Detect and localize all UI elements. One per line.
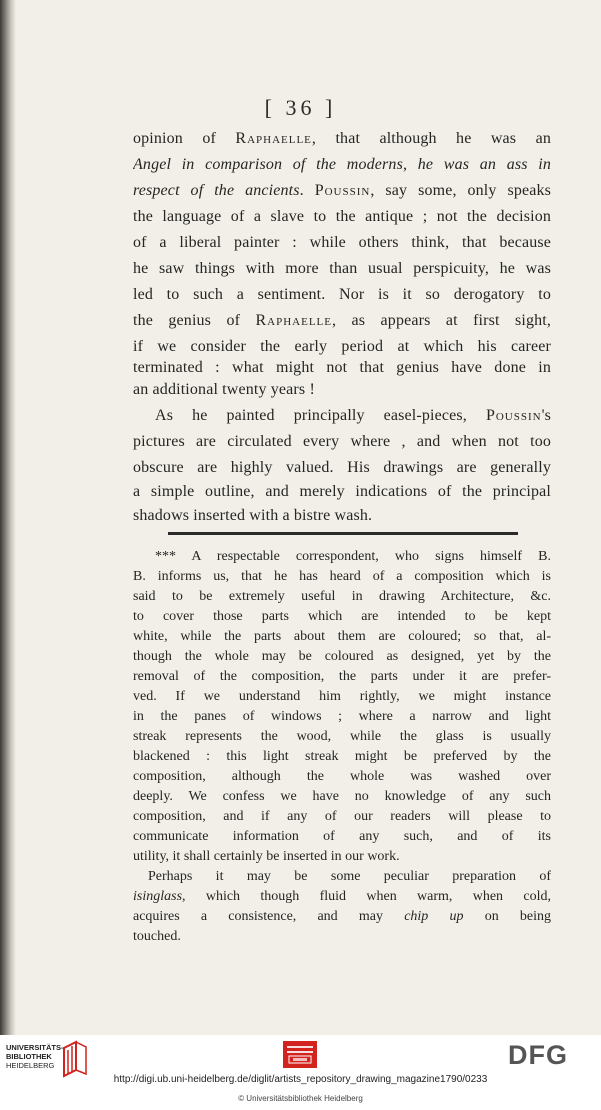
- library-stamp-icon: [283, 1041, 317, 1068]
- footnote-line: composition, although the whole was washed over: [133, 770, 551, 784]
- university-seal-icon: [58, 1040, 90, 1078]
- logo-text-line: BIBLIOTHEK: [6, 1052, 52, 1061]
- body-line: he saw things with more than usual perspicuity, he was: [133, 261, 551, 277]
- book-spine-shadow: [0, 0, 16, 1035]
- section-rule: [168, 532, 518, 535]
- body-line: led to such a sentiment. Nor is it so derogatory to: [133, 287, 551, 303]
- footnote-line: B. informs us, that he has heard of a composition which is: [133, 570, 551, 584]
- footnote-line: deeply. We confess we have no knowledge of any such: [133, 790, 551, 804]
- footnote-line: though the whole may be coloured as designed, yet by the: [133, 650, 551, 664]
- footnote-line: acquires a consistence, and may chip up on being: [133, 910, 551, 924]
- logo-text-line: HEIDELBERG: [6, 1061, 55, 1070]
- body-line: opinion of Raphaelle, that although he was an: [133, 131, 551, 147]
- body-line: the language of a slave to the antique ; not the decision: [133, 209, 551, 225]
- footnote-line: blackened : this light streak might be preferved by the: [133, 750, 551, 764]
- body-line: obscure are highly valued. His drawings are generally: [133, 460, 551, 476]
- body-line: terminated : what might not that genius have done in: [133, 360, 551, 376]
- footnote-line: utility, it shall certainly be inserted in our work.: [133, 850, 400, 864]
- body-line: Angel in comparison of the moderns, he was an ass in: [133, 157, 551, 173]
- footnote-line: touched.: [133, 930, 181, 944]
- body-line: respect of the ancients. Poussin, say some, only speaks: [133, 183, 551, 199]
- dfg-logo[interactable]: DFG: [508, 1040, 568, 1070]
- source-url-link[interactable]: http://digi.ub.uni-heidelberg.de/diglit/artists_repository_drawing_magazine1790/0233: [113, 1074, 488, 1085]
- body-line: pictures are circulated every where , and when not too: [133, 434, 551, 450]
- footnote-line: isinglass, which though fluid when warm, when cold,: [133, 890, 551, 904]
- footnote-line: *** A respectable correspondent, who signs himself B.: [155, 550, 551, 564]
- footnote-line: ved. If we understand him rightly, we might instance: [133, 690, 551, 704]
- footnote-line: communicate information of any such, and of its: [133, 830, 551, 844]
- footnote-line: composition, and if any of our readers will please to: [133, 810, 551, 824]
- footnote-line: to cover those parts which are intended to be kept: [133, 610, 551, 624]
- body-line: a simple outline, and merely indications of the principal: [133, 484, 551, 500]
- footnote-line: said to be extremely useful in drawing Architecture, &c.: [133, 590, 551, 604]
- footnote-line: Perhaps it may be some peculiar preparation of: [148, 870, 551, 884]
- body-line: if we consider the early period at which his career: [133, 339, 551, 355]
- page-number: [ 36 ]: [264, 95, 337, 120]
- body-line: shadows inserted with a bistre wash.: [133, 508, 373, 524]
- footnote-line: streak represents the wood, while the glass is usually: [133, 730, 551, 744]
- footnote-line: removal of the composition, the parts under it are prefer-: [133, 670, 551, 684]
- logo-text-line: UNIVERSITÄTS-: [6, 1043, 64, 1052]
- body-line: As he painted principally easel-pieces, Poussin's: [155, 408, 551, 424]
- body-line: an additional twenty years !: [133, 382, 315, 398]
- footnote-line: in the panes of windows ; where a narrow and light: [133, 710, 551, 724]
- copyright-text: © Universitätsbibliothek Heidelberg: [238, 1094, 363, 1103]
- body-line: of a liberal painter : while others think, that because: [133, 235, 551, 251]
- footnote-line: white, while the parts about them are coloured; so that, al-: [133, 630, 551, 644]
- body-line: the genius of Raphaelle, as appears at first sight,: [133, 313, 551, 329]
